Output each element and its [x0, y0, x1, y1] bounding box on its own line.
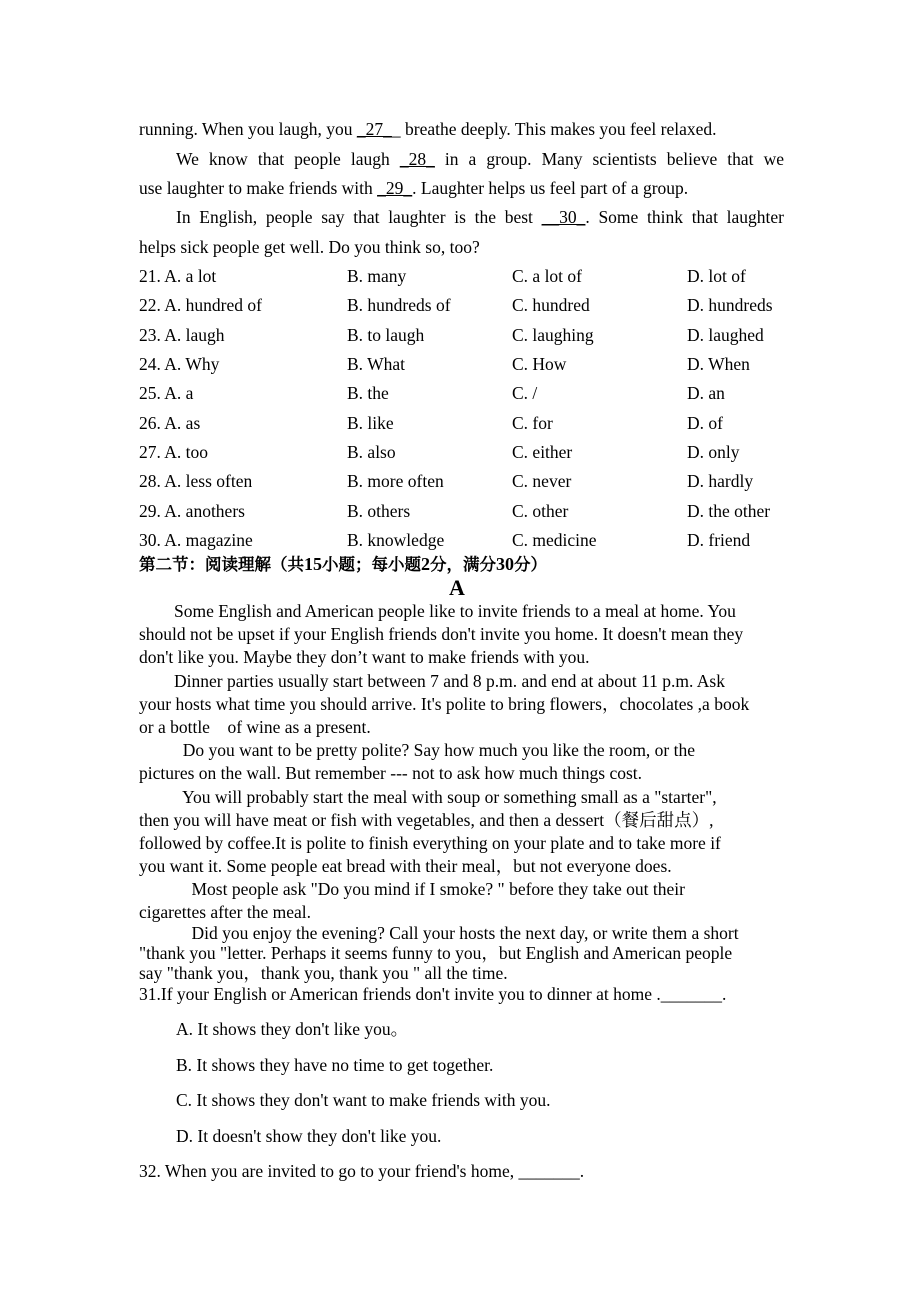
option-b: B. What: [347, 354, 406, 374]
passage-line: Do you want to be pretty polite? Say how much you like the room, or the: [139, 740, 696, 760]
blank-29: _29_: [377, 178, 413, 198]
option-d: D. lot of: [687, 266, 746, 286]
passage-line: Dinner parties usually start between 7 and 8 p.m. and end at about 11 p.m. Ask: [139, 671, 725, 691]
option-d: D. of: [687, 413, 723, 433]
option-a: 26. A. as: [139, 413, 201, 433]
heading-text: 分，满分: [430, 555, 496, 574]
option-c: C. laughing: [512, 325, 594, 345]
option-a: 29. A. anothers: [139, 501, 245, 521]
heading-text: 分）: [514, 555, 547, 574]
option-c: C. hundred: [512, 295, 590, 315]
option-b: B. also: [347, 442, 396, 462]
blank-28: _28_: [399, 149, 435, 169]
option-row: [139, 324, 799, 346]
option-d: D. friend: [687, 530, 751, 550]
cloze-line: [176, 148, 784, 170]
option-a: 24. A. Why: [139, 354, 220, 374]
option-row: [139, 294, 799, 316]
section-heading: [139, 553, 547, 576]
passage-line: cigarettes after the meal.: [139, 902, 311, 922]
passage-line: should not be upset if your English friends don't invite you home. It doesn't mean they: [139, 624, 744, 644]
option-c: C. other: [512, 501, 569, 521]
option-b: B. knowledge: [347, 530, 445, 550]
question-31: 31.If your English or American friends don't invite you to dinner at home ._______.: [139, 984, 727, 1004]
passage-line: Did you enjoy the evening? Call your hosts the next day, or write them a short: [139, 923, 739, 943]
cloze-line: [139, 118, 784, 140]
option-d: D. laughed: [687, 325, 764, 345]
cloze-text: _ breathe deeply. This makes you feel relaxed.: [391, 119, 717, 139]
cloze-text: in a group. Many scientists believe that we: [434, 149, 784, 169]
passage-line: Some English and American people like to invite friends to a meal at home. You: [139, 601, 736, 621]
option-d: D. hundreds: [687, 295, 773, 315]
option-row: [139, 500, 799, 522]
passage-line: You will probably start the meal with soup or something small as a "starter",: [139, 787, 717, 807]
cloze-line: [139, 177, 784, 199]
option-c: C. medicine: [512, 530, 597, 550]
option-c: C. for: [512, 413, 553, 433]
heading-number: 15: [304, 554, 322, 574]
question-31-option-b: B. It shows they have no time to get together.: [176, 1055, 494, 1075]
option-c: C. How: [512, 354, 567, 374]
cloze-text: In English, people say that laughter is the best: [176, 207, 542, 227]
option-a: 28. A. less often: [139, 471, 253, 491]
passage-line: your hosts what time you should arrive. It's polite to bring flowers，chocolates ,a book: [139, 694, 750, 714]
option-a: 21. A. a lot: [139, 266, 217, 286]
passage-line: or a bottle of wine as a present.: [139, 717, 371, 737]
passage-line: "thank you "letter. Perhaps it seems funny to you，but English and American people: [139, 943, 733, 963]
option-row: [139, 382, 799, 404]
blank-27: _27_: [356, 119, 392, 139]
question-31-option-a: A. It shows they don't like you。: [176, 1019, 409, 1039]
passage-line: say "thank you，thank you, thank you " all the time.: [139, 963, 508, 983]
option-d: D. only: [687, 442, 740, 462]
question-32: 32. When you are invited to go to your friend's home, _______.: [139, 1161, 585, 1181]
passage-line: pictures on the wall. But remember --- not to ask how much things cost.: [139, 763, 643, 783]
heading-number: 30: [496, 554, 514, 574]
option-d: D. the other: [687, 501, 771, 521]
heading-number: 2: [421, 554, 430, 574]
option-a: 27. A. too: [139, 442, 209, 462]
option-b: B. the: [347, 383, 389, 403]
option-b: B. hundreds of: [347, 295, 451, 315]
option-b: B. more often: [347, 471, 444, 491]
option-c: C. either: [512, 442, 573, 462]
passage-label: A: [449, 575, 465, 600]
cloze-text: use laughter to make friends with: [139, 178, 378, 198]
option-b: B. others: [347, 501, 411, 521]
option-d: D. an: [687, 383, 725, 403]
option-c: C. /: [512, 383, 538, 403]
cloze-text: We know that people laugh: [176, 149, 400, 169]
option-b: B. like: [347, 413, 394, 433]
option-b: B. many: [347, 266, 407, 286]
option-c: C. a lot of: [512, 266, 582, 286]
question-31-option-c: C. It shows they don't want to make friends with you.: [176, 1090, 551, 1110]
heading-text: 第二节：阅读理解（共: [139, 555, 304, 574]
cloze-text: . Some think that laughter: [585, 207, 784, 227]
cloze-line: [176, 206, 784, 228]
cloze-line: helps sick people get well. Do you think so, too?: [139, 237, 480, 257]
option-row: [139, 470, 799, 492]
option-c: C. never: [512, 471, 572, 491]
passage-line: you want it. Some people eat bread with their meal，but not everyone does.: [139, 856, 672, 876]
cloze-text: running. When you laugh, you: [139, 119, 357, 139]
option-a: 30. A. magazine: [139, 530, 253, 550]
passage-line: followed by coffee.It is polite to finish everything on your plate and to take more if: [139, 833, 721, 853]
option-row: [139, 529, 799, 551]
option-d: D. hardly: [687, 471, 754, 491]
blank-30: __30_: [541, 207, 586, 227]
option-row: [139, 412, 799, 434]
heading-text: 小题；每小题: [322, 555, 421, 574]
passage-line: don't like you. Maybe they don’t want to make friends with you.: [139, 647, 590, 667]
passage-line: then you will have meat or fish with vegetables, and then a dessert（餐后甜点）,: [139, 810, 714, 830]
option-a: 25. A. a: [139, 383, 194, 403]
option-row: [139, 441, 799, 463]
passage-line: Most people ask "Do you mind if I smoke? " before they take out their: [139, 879, 685, 899]
cloze-text: . Laughter helps us feel part of a group.: [412, 178, 689, 198]
option-d: D. When: [687, 354, 750, 374]
option-b: B. to laugh: [347, 325, 425, 345]
option-row: [139, 265, 799, 287]
option-a: 22. A. hundred of: [139, 295, 262, 315]
option-row: [139, 353, 799, 375]
option-a: 23. A. laugh: [139, 325, 225, 345]
question-31-option-d: D. It doesn't show they don't like you.: [176, 1126, 442, 1146]
